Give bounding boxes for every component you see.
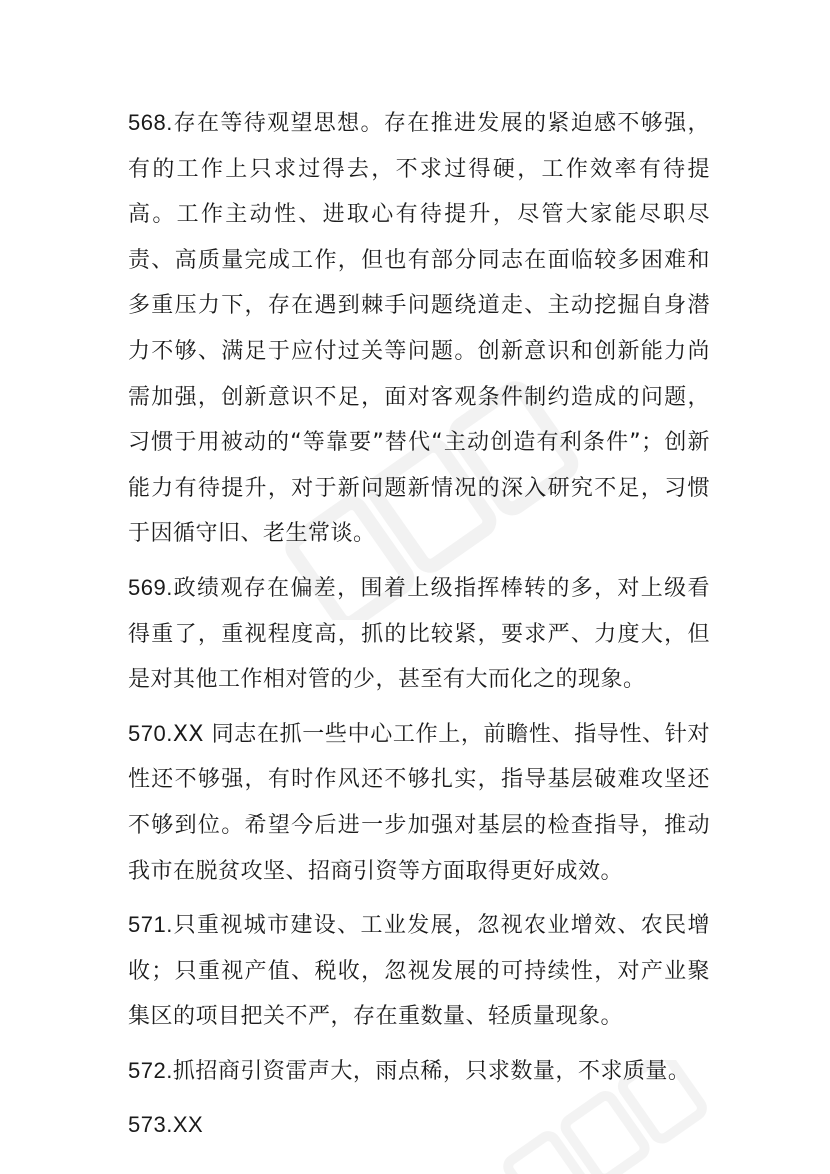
paragraph-571: [128, 902, 710, 1040]
paragraph-number: 569.: [128, 574, 173, 600]
paragraph-text: 存在等待观望思想。存在推进发展的紧迫感不够强，有的工作上只求过得去，不求过得硬，工作效率有待提高。工作主动性、进取心有待提升，尽管大家能尽职尽责、高质量完成工作，但也有部分同志在面临较多困难和多重压力下，存在遇到棘手问题绕道走、主动挖掘自身潜力不够、满足于应付过关等问题。创新意识和创新能力尚需加强，创新意识不足，面对客观条件制约造成的问题，习惯于用被动的“等靠要”替代“主动创造有利条件”；创新能力有待提升，对于新问题新情况的深入研究不足，习惯于因循守旧、老生常谈。: [128, 111, 710, 547]
paragraph-572: [128, 1048, 710, 1095]
paragraph-text: XX 同志在抓一些中心工作上，前瞻性、指导性、针对性还不够强，有时作风还不够扎实，指导基层破难攻坚还不够到位。希望今后进一步加强对基层的检查指导，推动我市在脱贫攻坚、招商引资等方面取得更好成效。: [128, 721, 710, 884]
paragraph-573: [128, 1102, 710, 1149]
paragraph-568: [128, 100, 710, 557]
paragraph-569: [128, 565, 710, 703]
paragraph-570: [128, 711, 710, 894]
paragraph-number: 570.: [128, 720, 173, 746]
document-body: [128, 100, 710, 1157]
paragraph-text: 政绩观存在偏差，围着上级指挥棒转的多，对上级看得重了，重视程度高，抓的比较紧，要求严、力度大，但是对其他工作相对管的少，甚至有大而化之的现象。: [128, 575, 710, 693]
paragraph-text: XX: [172, 1112, 204, 1138]
paragraph-number: 568.: [128, 110, 173, 135]
paragraph-number: 571.: [128, 912, 173, 938]
paragraph-number: 573.: [128, 1112, 173, 1138]
paragraph-number: 572.: [128, 1057, 173, 1083]
paragraph-text: 只重视城市建设、工业发展，忽视农业增效、农民增收；只重视产值、税收，忽视发展的可持续性，对产业聚集区的项目把关不严，存在重数量、轻质量现象。: [128, 913, 710, 1030]
paragraph-text: 抓招商引资雷声大，雨点稀，只求数量，不求质量。: [172, 1058, 691, 1084]
